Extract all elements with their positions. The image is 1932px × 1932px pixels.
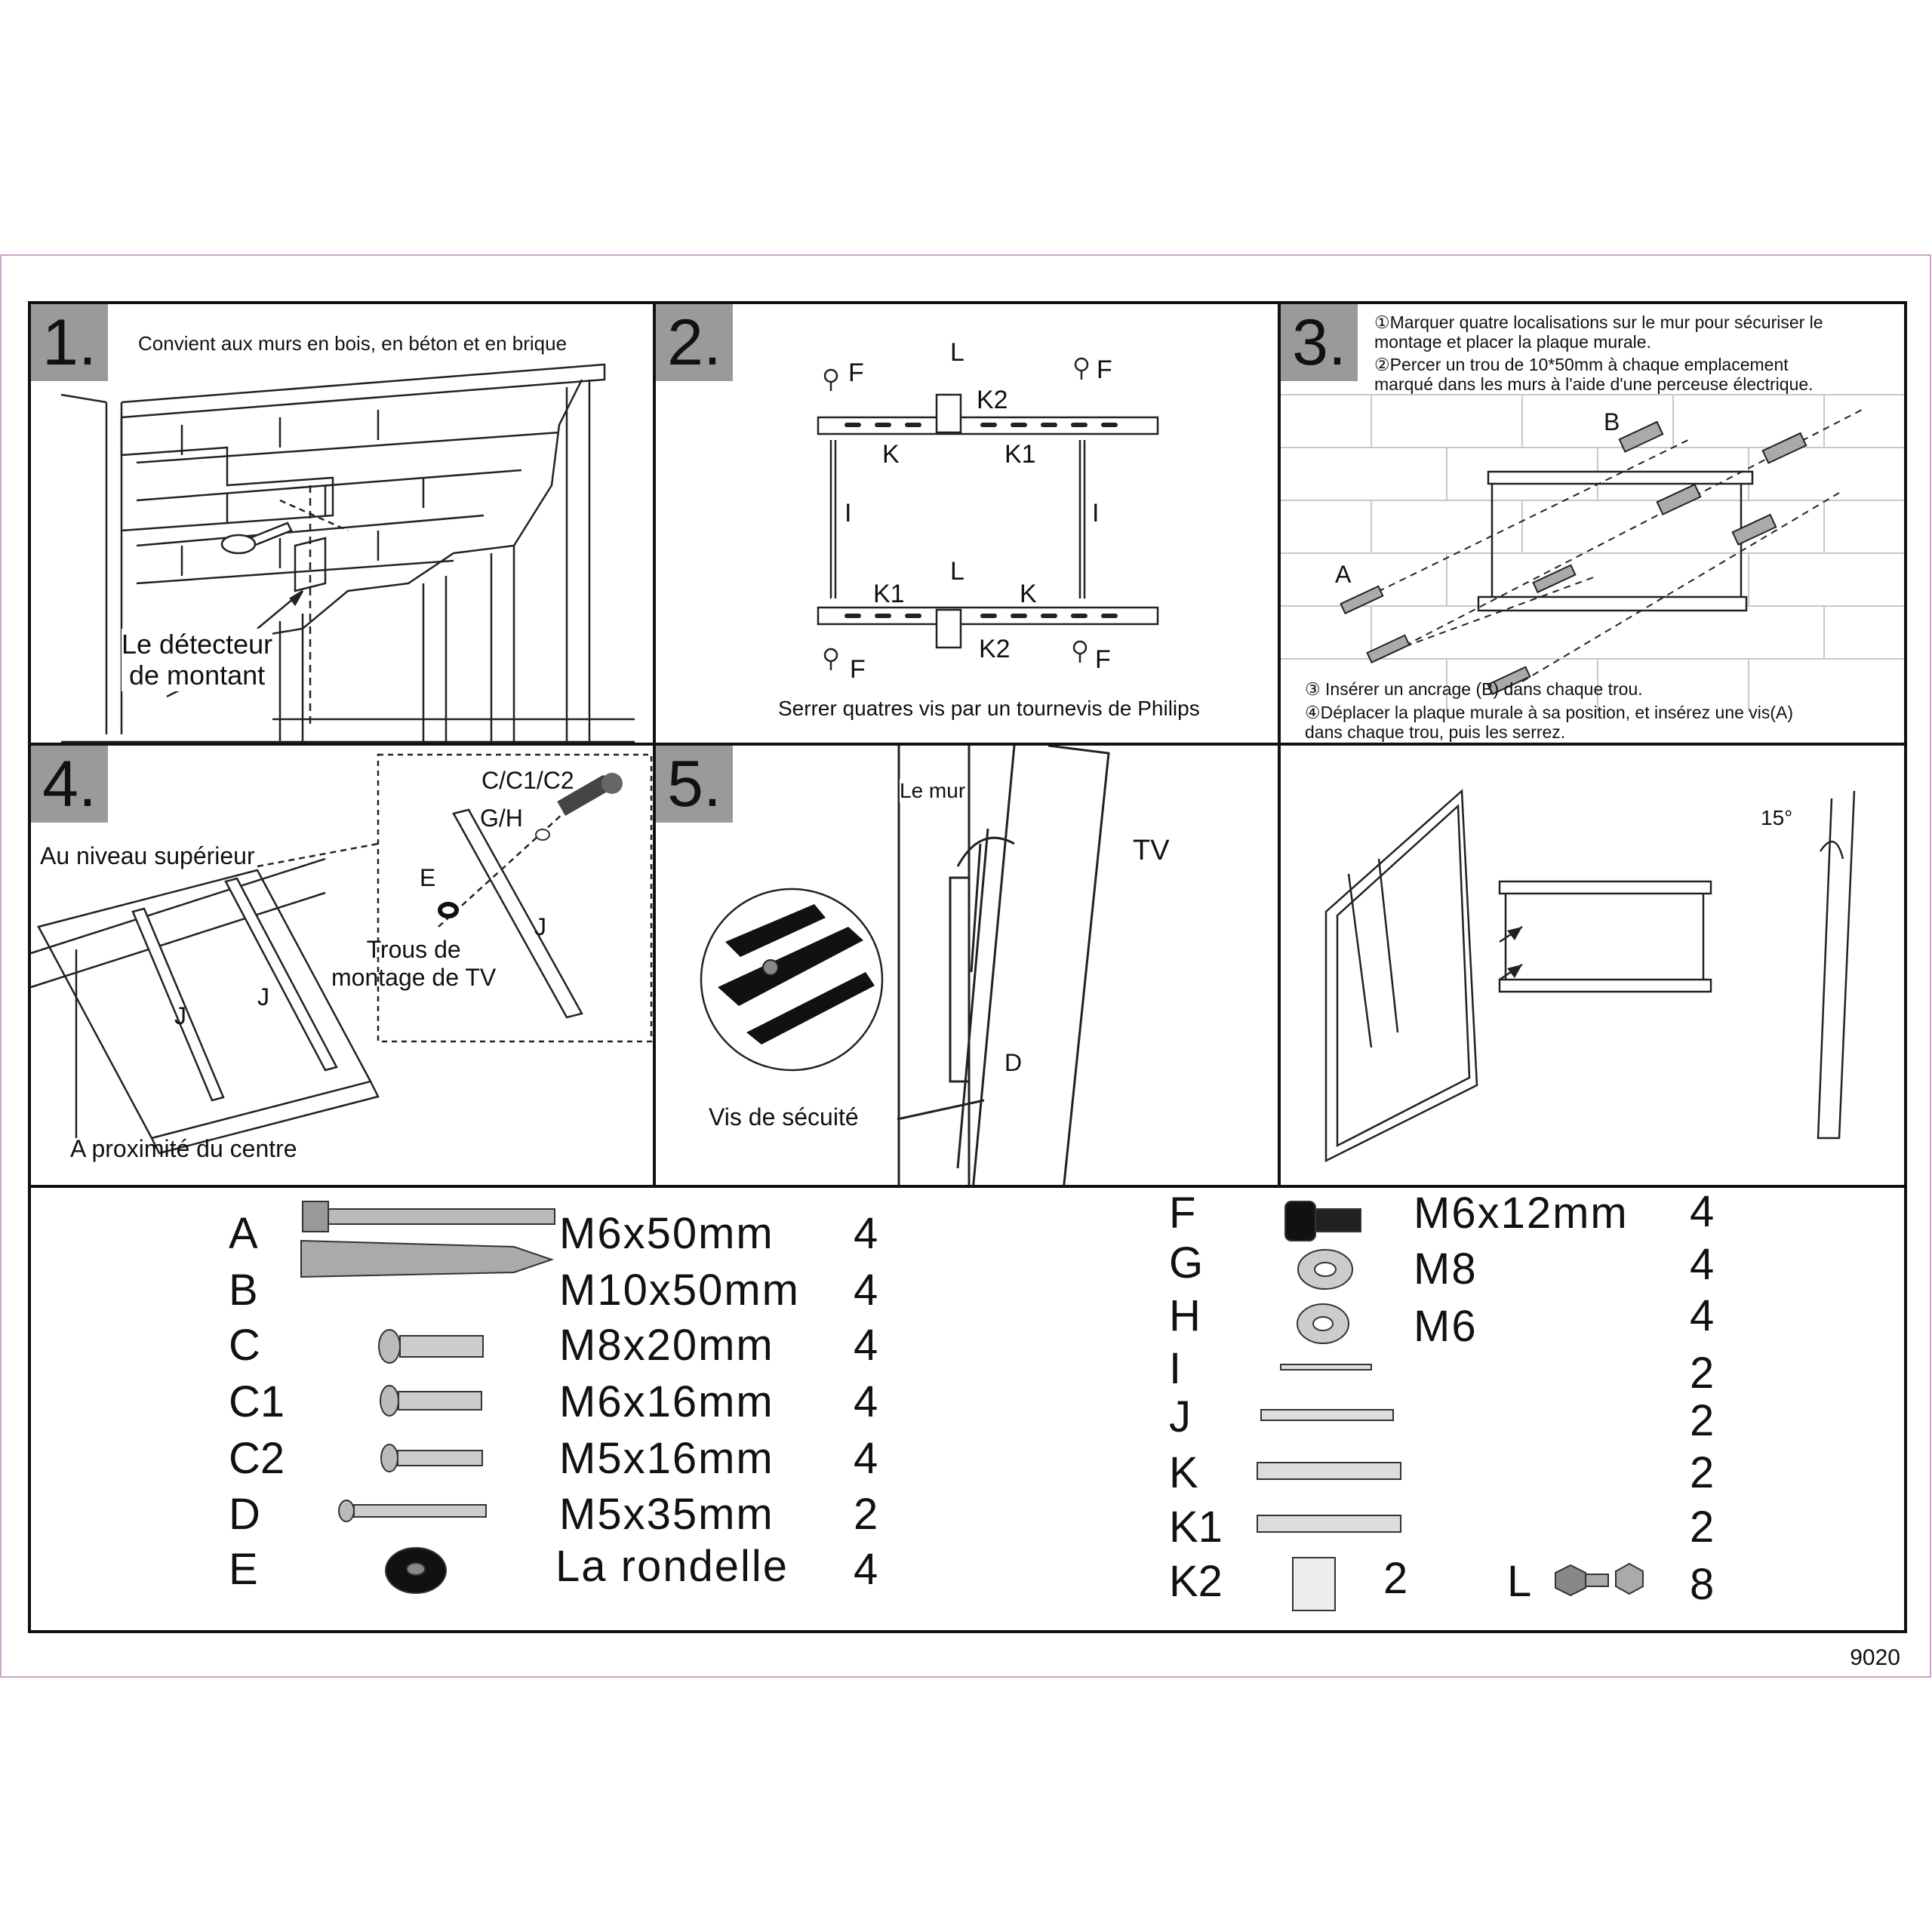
label-j-right: J	[257, 983, 269, 1011]
part-spec: M8x20mm	[559, 1321, 774, 1370]
part-spec: M6x12mm	[1414, 1189, 1629, 1238]
label-wall: Le mur	[900, 779, 966, 802]
part-letter: B	[229, 1266, 258, 1315]
part-letter: C1	[229, 1377, 285, 1426]
part-letter: L	[1507, 1557, 1532, 1606]
label-k1-bottom: K1	[873, 580, 905, 608]
label-e: E	[420, 864, 436, 891]
step-5-number: 5.	[656, 746, 733, 823]
part-letter: K2	[1169, 1557, 1223, 1606]
part-qty: 4	[1690, 1187, 1715, 1236]
label-k-bottom: K	[1020, 580, 1037, 608]
label-c-c1-c2: C/C1/C2	[481, 767, 574, 794]
part-qty: 4	[854, 1266, 878, 1315]
tilt-adjust-illustration	[1281, 746, 1907, 1188]
part-letter: F	[1169, 1189, 1196, 1238]
part-letter: A	[229, 1209, 258, 1258]
part-qty: 4	[1690, 1240, 1715, 1289]
part-spec: M8	[1414, 1244, 1478, 1294]
step-3-note-3: ③ Insérer un ancrage (B) dans chaque trou.	[1305, 679, 1643, 699]
label-j-inset: J	[534, 913, 546, 940]
label-j-left: J	[174, 1002, 186, 1029]
label-top-level: Au niveau supérieur	[40, 842, 255, 869]
part-letter: D	[229, 1490, 260, 1539]
step-2-number: 2.	[656, 304, 733, 381]
label-d: D	[1004, 1049, 1023, 1076]
stud-detector-callout: Le détecteur de montant	[122, 629, 273, 691]
step-1-number: 1.	[31, 304, 108, 381]
step-3-note-4: ④Déplacer la plaque murale à sa position, et insérez une vis(A) dans chaque trou, puis les serrez.	[1305, 703, 1794, 742]
part-qty: 4	[854, 1434, 878, 1483]
step-1-text: Convient aux murs en bois, en béton et en brique	[138, 332, 568, 355]
part-spec: M6	[1414, 1302, 1478, 1351]
part-qty: 2	[1383, 1554, 1408, 1603]
parts-icons	[31, 1188, 1907, 1633]
label-b: B	[1604, 408, 1620, 435]
label-l-top: L	[950, 338, 964, 367]
label-k2-top: K2	[977, 386, 1008, 414]
step-2-panel	[653, 301, 1281, 746]
part-qty: 4	[854, 1377, 878, 1426]
part-spec: M6x16mm	[559, 1377, 774, 1426]
label-i-right: I	[1092, 499, 1100, 528]
part-qty: 2	[1690, 1448, 1715, 1497]
step-1-panel	[28, 301, 656, 746]
part-letter: C2	[229, 1434, 285, 1483]
part-qty: 2	[1690, 1396, 1715, 1445]
label-near-center: A proximité du centre	[70, 1135, 297, 1162]
part-spec: M5x16mm	[559, 1434, 774, 1483]
step-3-number: 3.	[1281, 304, 1358, 381]
part-qty: 4	[1690, 1291, 1715, 1340]
label-k2-bottom: K2	[979, 635, 1011, 663]
part-letter: K	[1169, 1448, 1198, 1497]
part-qty: 2	[1690, 1349, 1715, 1398]
label-i-left: I	[844, 499, 852, 528]
label-f-bottom-left: F	[850, 655, 866, 684]
step-4-number: 4.	[31, 746, 108, 823]
part-letter: G	[1169, 1238, 1204, 1287]
label-k1-top: K1	[1004, 440, 1036, 469]
part-qty: 4	[854, 1545, 878, 1594]
part-spec: La rondelle	[555, 1542, 789, 1591]
label-safety-screw: Vis de sécuité	[709, 1103, 859, 1131]
part-letter: H	[1169, 1291, 1201, 1340]
part-qty: 2	[1690, 1503, 1715, 1552]
part-letter: J	[1169, 1392, 1191, 1441]
part-spec: M10x50mm	[559, 1266, 800, 1315]
label-mount-holes: Trous de montage de TV	[331, 936, 497, 991]
part-qty: 8	[1690, 1560, 1715, 1609]
label-l-bottom: L	[950, 557, 964, 586]
label-f-bottom-right: F	[1095, 645, 1111, 674]
step-3-panel	[1278, 301, 1907, 746]
bracket-assembly-illustration	[656, 304, 1281, 746]
step-2-caption: Serrer quatres vis par un tournevis de Philips	[778, 697, 1200, 720]
part-letter: E	[229, 1545, 258, 1594]
label-f-top-left: F	[848, 358, 864, 387]
label-tv: TV	[1133, 835, 1170, 866]
model-code: 9020	[1850, 1645, 1900, 1670]
step-4-panel	[28, 743, 656, 1188]
step-6-panel	[1278, 743, 1907, 1188]
part-spec: M5x35mm	[559, 1490, 774, 1539]
part-spec: M6x50mm	[559, 1209, 774, 1258]
part-letter: I	[1169, 1344, 1182, 1393]
part-letter: C	[229, 1321, 260, 1370]
step-3-note-1: ①Marquer quatre localisations sur le mur pour sécuriser le montage et placer la plaque murale.	[1374, 312, 1823, 352]
label-k-top: K	[882, 440, 900, 469]
label-g-h: G/H	[480, 804, 523, 832]
label-f-top-right: F	[1097, 355, 1112, 384]
parts-list-panel	[28, 1185, 1907, 1633]
tilt-angle-label: 15°	[1761, 806, 1793, 829]
part-qty: 4	[854, 1321, 878, 1370]
step-5-panel	[653, 743, 1281, 1188]
step-3-note-2: ②Percer un trou de 10*50mm à chaque emplacement marqué dans les murs à l'aide d'une perceuse électrique.	[1374, 355, 1814, 394]
part-qty: 4	[854, 1209, 878, 1258]
part-letter: K1	[1169, 1503, 1223, 1552]
part-qty: 2	[854, 1490, 878, 1539]
label-a: A	[1335, 561, 1352, 588]
